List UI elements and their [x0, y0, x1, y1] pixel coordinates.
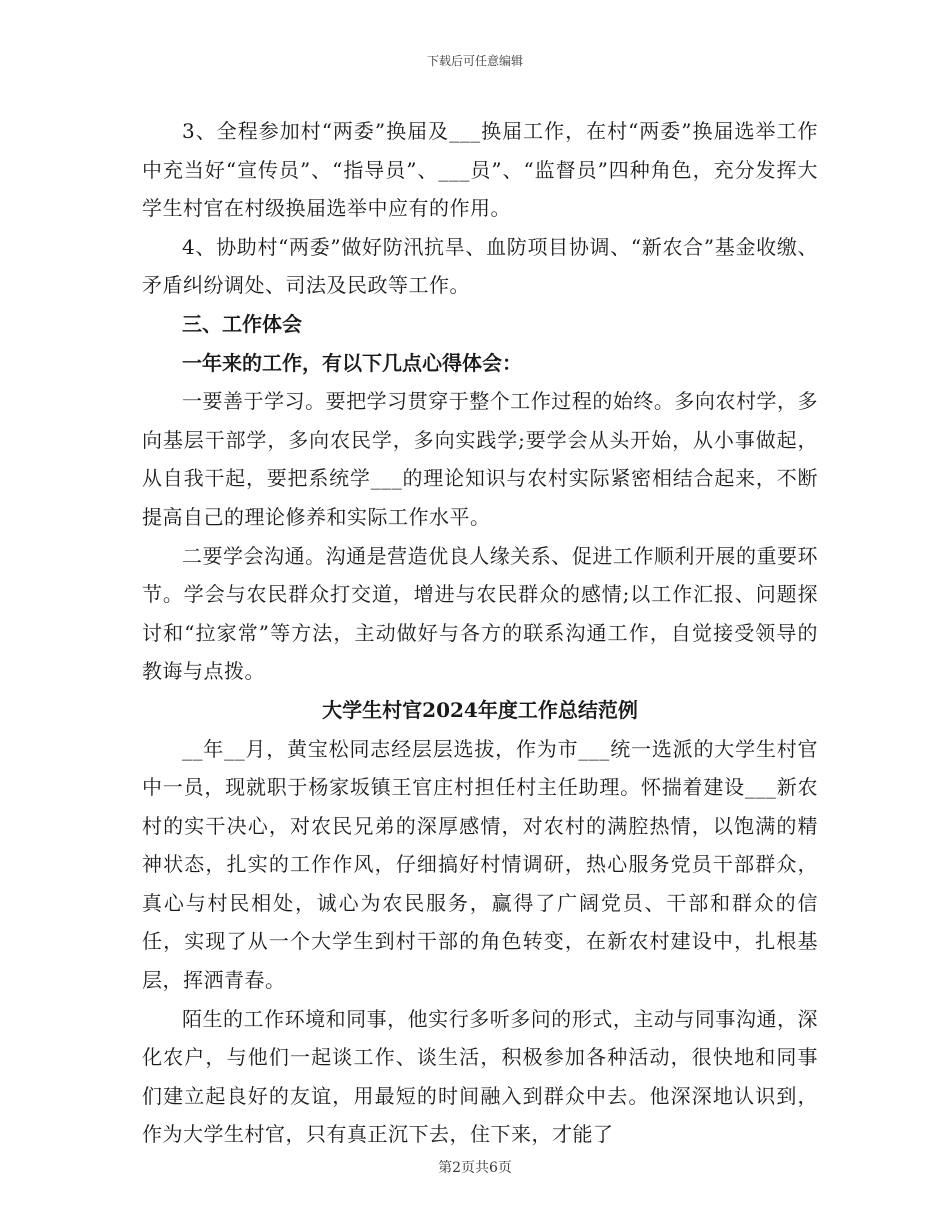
subheading-insights: 一年来的工作，有以下几点心得体会：	[182, 350, 522, 375]
paragraph-environment: 陌生的工作环境和同事，他实行多听多问的形式，主动与同事沟通，深化农户，与他们一起谈工作、谈生活，积极参加各种活动，很快地和同事们建立起良好的友谊，用最短的时间融入到群众中去。他深深地认识到，作为大学生村官，只有真正沉下去，住下来，才能了	[142, 1006, 818, 1147]
paragraph-intro: __年__月，黄宝松同志经层层选拔，作为市___统一选派的大学生村官中一员，现就职于杨家坂镇王官庄村担任村主任助理。怀揣着建设___新农村的实干决心，对农民兄弟的深厚感情，对农村的满腔热情，以饱满的精神状态，扎实的工作作风，仔细搞好村情调研，热心服务党员干部群众，真心与村民相处，诚心为农民服务，赢得了广阔党员、干部和群众的信任，实现了从一个大学生到村干部的角色转变，在新农村建设中，扎根基层，挥洒青春。	[142, 736, 818, 993]
document-body	[142, 112, 818, 1154]
page-footer: 第2页共6页	[438, 1160, 512, 1176]
paragraph-item-3: 3、全程参加村“两委”换届及___换届工作，在村“两委”换届选举工作中充当好“宣传员”、“指导员”、___员”、“监督员”四种角色，充分发挥大学生村官在村级换届选举中应有的作用。	[142, 119, 818, 221]
page-header: 下载后可任意编辑	[426, 54, 523, 68]
paragraph-learning: 一要善于学习。要把学习贯穿于整个工作过程的始终。多向农村学，多向基层干部学，多向农民学，多向实践学;要学会从头开始，从小事做起，从自我干起，要把系统学___的理论知识与农村实际紧密相结合起来，不断提高自己的理论修养和实际工作水平。	[142, 389, 818, 529]
article-title: 大学生村官2024年度工作总结范例	[322, 697, 638, 722]
section-heading: 三、工作体会	[182, 311, 302, 336]
paragraph-item-4: 4、协助村“两委”做好防汛抗旱、血防项目协调、“新农合”基金收缴、矛盾纠纷调处、司法及民政等工作。	[142, 234, 818, 298]
paragraph-communication: 二要学会沟通。沟通是营造优良人缘关系、促进工作顺利开展的重要环节。学会与农民群众打交道，增进与农民群众的感情;以工作汇报、问题探讨和“拉家常”等方法，主动做好与各方的联系沟通工作，自觉接受领导的教诲与点拨。	[142, 543, 818, 684]
